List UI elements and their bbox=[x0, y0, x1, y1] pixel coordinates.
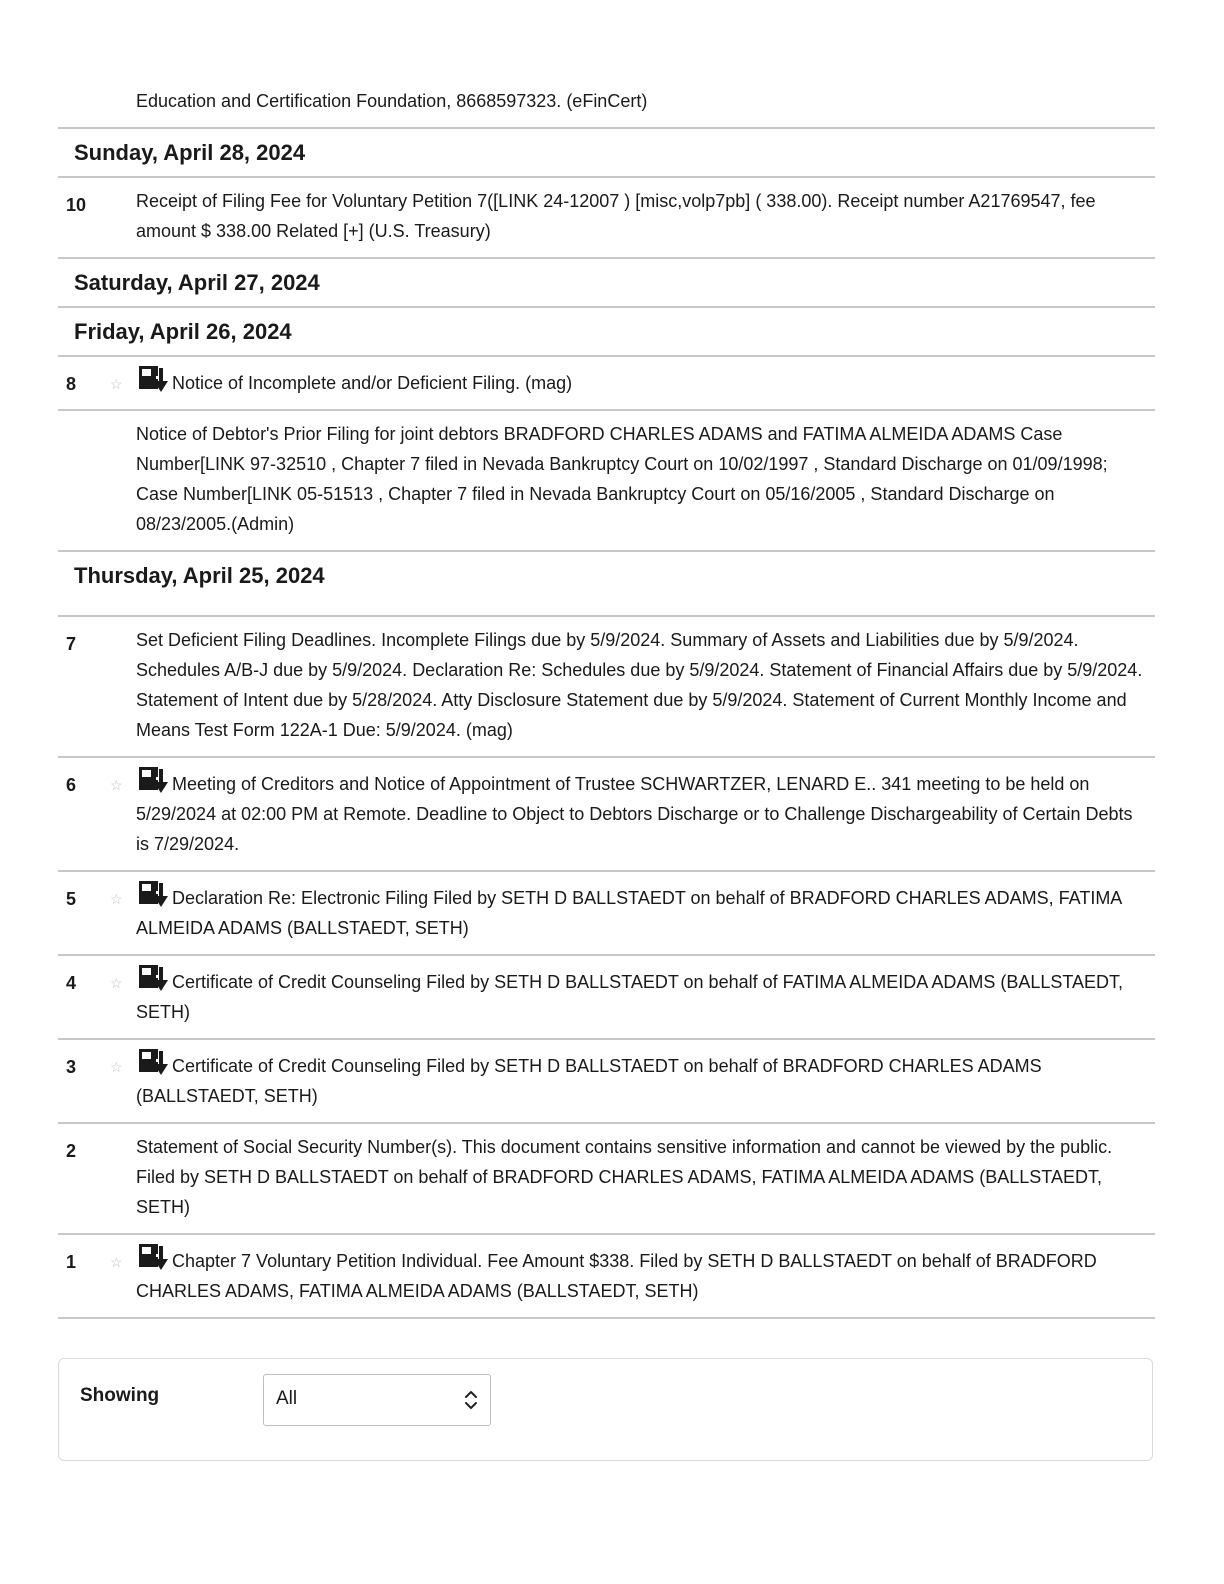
entry-body bbox=[136, 1243, 1143, 1306]
entry-text: Set Deficient Filing Deadlines. Incomplete Filings due by 5/9/2024. Summary of Assets and Liabilities due by 5/9/2024. Schedules A/B-J due by 5/9/2024. Declaration Re: Schedules due by 5/9/2024. Statement of Financial Affairs due by 5/9/2024. Statement of Intent due by 5/28/2024. Atty Disclosure Statement due by 5/9/2024. Statement of Current Monthly Income and Means Test Form 122A-1 Due: 5/9/2024. (mag) bbox=[136, 630, 1143, 740]
document-download-icon[interactable] bbox=[138, 766, 168, 794]
docket-entry bbox=[58, 1040, 1155, 1122]
showing-label: Showing bbox=[80, 1385, 160, 1406]
date-heading: Friday, April 26, 2024 bbox=[74, 319, 292, 344]
entry-number[interactable]: 10 bbox=[66, 195, 87, 215]
star-icon[interactable]: ☆ bbox=[110, 376, 123, 392]
entry-number[interactable]: 4 bbox=[66, 973, 77, 993]
document-download-icon[interactable] bbox=[138, 964, 168, 992]
docket-entry bbox=[58, 1235, 1155, 1317]
entry-text: Certificate of Credit Counseling Filed by SETH D BALLSTAEDT on behalf of FATIMA ALMEIDA ADAMS (BALLSTAEDT, SETH) bbox=[136, 972, 1124, 1022]
star-icon[interactable]: ☆ bbox=[110, 1059, 123, 1075]
docket-entry bbox=[58, 1124, 1155, 1233]
document-download-icon[interactable] bbox=[138, 1243, 168, 1271]
entry-body bbox=[136, 365, 1143, 398]
entry-body bbox=[136, 186, 1143, 246]
entry-text: Certificate of Credit Counseling Filed by SETH D BALLSTAEDT on behalf of BRADFORD CHARLES ADAMS (BALLSTAEDT, SETH) bbox=[136, 1056, 1042, 1106]
chevron-up-down-icon bbox=[464, 1389, 478, 1411]
entry-number[interactable]: 6 bbox=[66, 775, 77, 795]
docket-entry bbox=[58, 178, 1155, 257]
docket-entry bbox=[58, 872, 1155, 954]
showing-select[interactable] bbox=[263, 1374, 491, 1426]
star-icon[interactable]: ☆ bbox=[110, 1254, 123, 1270]
star-icon[interactable]: ☆ bbox=[110, 891, 123, 907]
docket-entry bbox=[58, 357, 1155, 409]
entry-body bbox=[136, 880, 1143, 943]
entry-body bbox=[136, 625, 1143, 745]
date-heading: Sunday, April 28, 2024 bbox=[74, 140, 306, 165]
entry-text: Receipt of Filing Fee for Voluntary Petition 7([LINK 24-12007 ) [misc,volp7pb] ( 338.00). Receipt number A21769547, fee amount $ 338.00 Related [+] (U.S. Treasury) bbox=[136, 191, 1096, 241]
docket-list bbox=[58, 80, 1155, 1319]
entry-number[interactable]: 2 bbox=[66, 1141, 77, 1161]
docket-entry bbox=[58, 411, 1155, 550]
entry-text: Declaration Re: Electronic Filing Filed by SETH D BALLSTAEDT on behalf of BRADFORD CHARLES ADAMS, FATIMA ALMEIDA ADAMS (BALLSTAEDT, SETH) bbox=[136, 888, 1122, 938]
document-download-icon[interactable] bbox=[138, 880, 168, 908]
continued-entry-text: Education and Certification Foundation, 8668597323. (eFinCert) bbox=[136, 91, 648, 111]
entry-body bbox=[136, 419, 1143, 539]
docket-entry bbox=[58, 617, 1155, 756]
entry-body bbox=[136, 1048, 1143, 1111]
star-icon[interactable]: ☆ bbox=[110, 777, 123, 793]
docket-entry bbox=[58, 758, 1155, 870]
entry-body bbox=[136, 766, 1143, 859]
star-icon[interactable]: ☆ bbox=[110, 975, 123, 991]
entry-number[interactable]: 5 bbox=[66, 889, 77, 909]
document-download-icon[interactable] bbox=[138, 365, 168, 393]
showing-select-value: All bbox=[276, 1388, 298, 1409]
entry-text: Notice of Debtor's Prior Filing for joint debtors BRADFORD CHARLES ADAMS and FATIMA ALMEIDA ADAMS Case Number[LINK 97-32510 , Chapter 7 filed in Nevada Bankruptcy Court on 10/02/1997 , Standard Discharge on 01/09/1998; Case Number[LINK 05-51513 , Chapter 7 filed in Nevada Bankruptcy Court on 05/16/2005 , Standard Discharge on 08/23/2005.(Admin) bbox=[136, 424, 1108, 534]
entry-text: Statement of Social Security Number(s). This document contains sensitive information and cannot be viewed by the public. Filed by SETH D BALLSTAEDT on behalf of BRADFORD CHARLES ADAMS, FATIMA ALMEIDA ADAMS (BALLSTAEDT, SETH) bbox=[136, 1137, 1113, 1217]
entry-text: Chapter 7 Voluntary Petition Individual. Fee Amount $338. Filed by SETH D BALLSTAEDT on behalf of BRADFORD CHARLES ADAMS, FATIMA ALMEIDA ADAMS (BALLSTAEDT, SETH) bbox=[136, 1251, 1097, 1301]
divider bbox=[58, 1317, 1155, 1319]
entry-number[interactable]: 3 bbox=[66, 1057, 77, 1077]
entry-body bbox=[136, 1132, 1143, 1222]
entry-body bbox=[136, 964, 1143, 1027]
docket-entry bbox=[58, 956, 1155, 1038]
entry-text: Meeting of Creditors and Notice of Appointment of Trustee SCHWARTZER, LENARD E.. 341 meeting to be held on 5/29/2024 at 02:00 PM at Remote. Deadline to Object to Debtors Discharge or to Challenge Dischargeability of Certain Debts is 7/29/2024. bbox=[136, 774, 1133, 854]
filter-panel bbox=[58, 1358, 1153, 1461]
entry-number[interactable]: 7 bbox=[66, 634, 77, 654]
entry-number[interactable]: 8 bbox=[66, 374, 77, 394]
date-heading: Thursday, April 25, 2024 bbox=[74, 563, 325, 588]
document-download-icon[interactable] bbox=[138, 1048, 168, 1076]
entry-number[interactable]: 1 bbox=[66, 1252, 77, 1272]
date-heading: Saturday, April 27, 2024 bbox=[74, 270, 320, 295]
entry-text: Notice of Incomplete and/or Deficient Filing. (mag) bbox=[172, 373, 573, 393]
